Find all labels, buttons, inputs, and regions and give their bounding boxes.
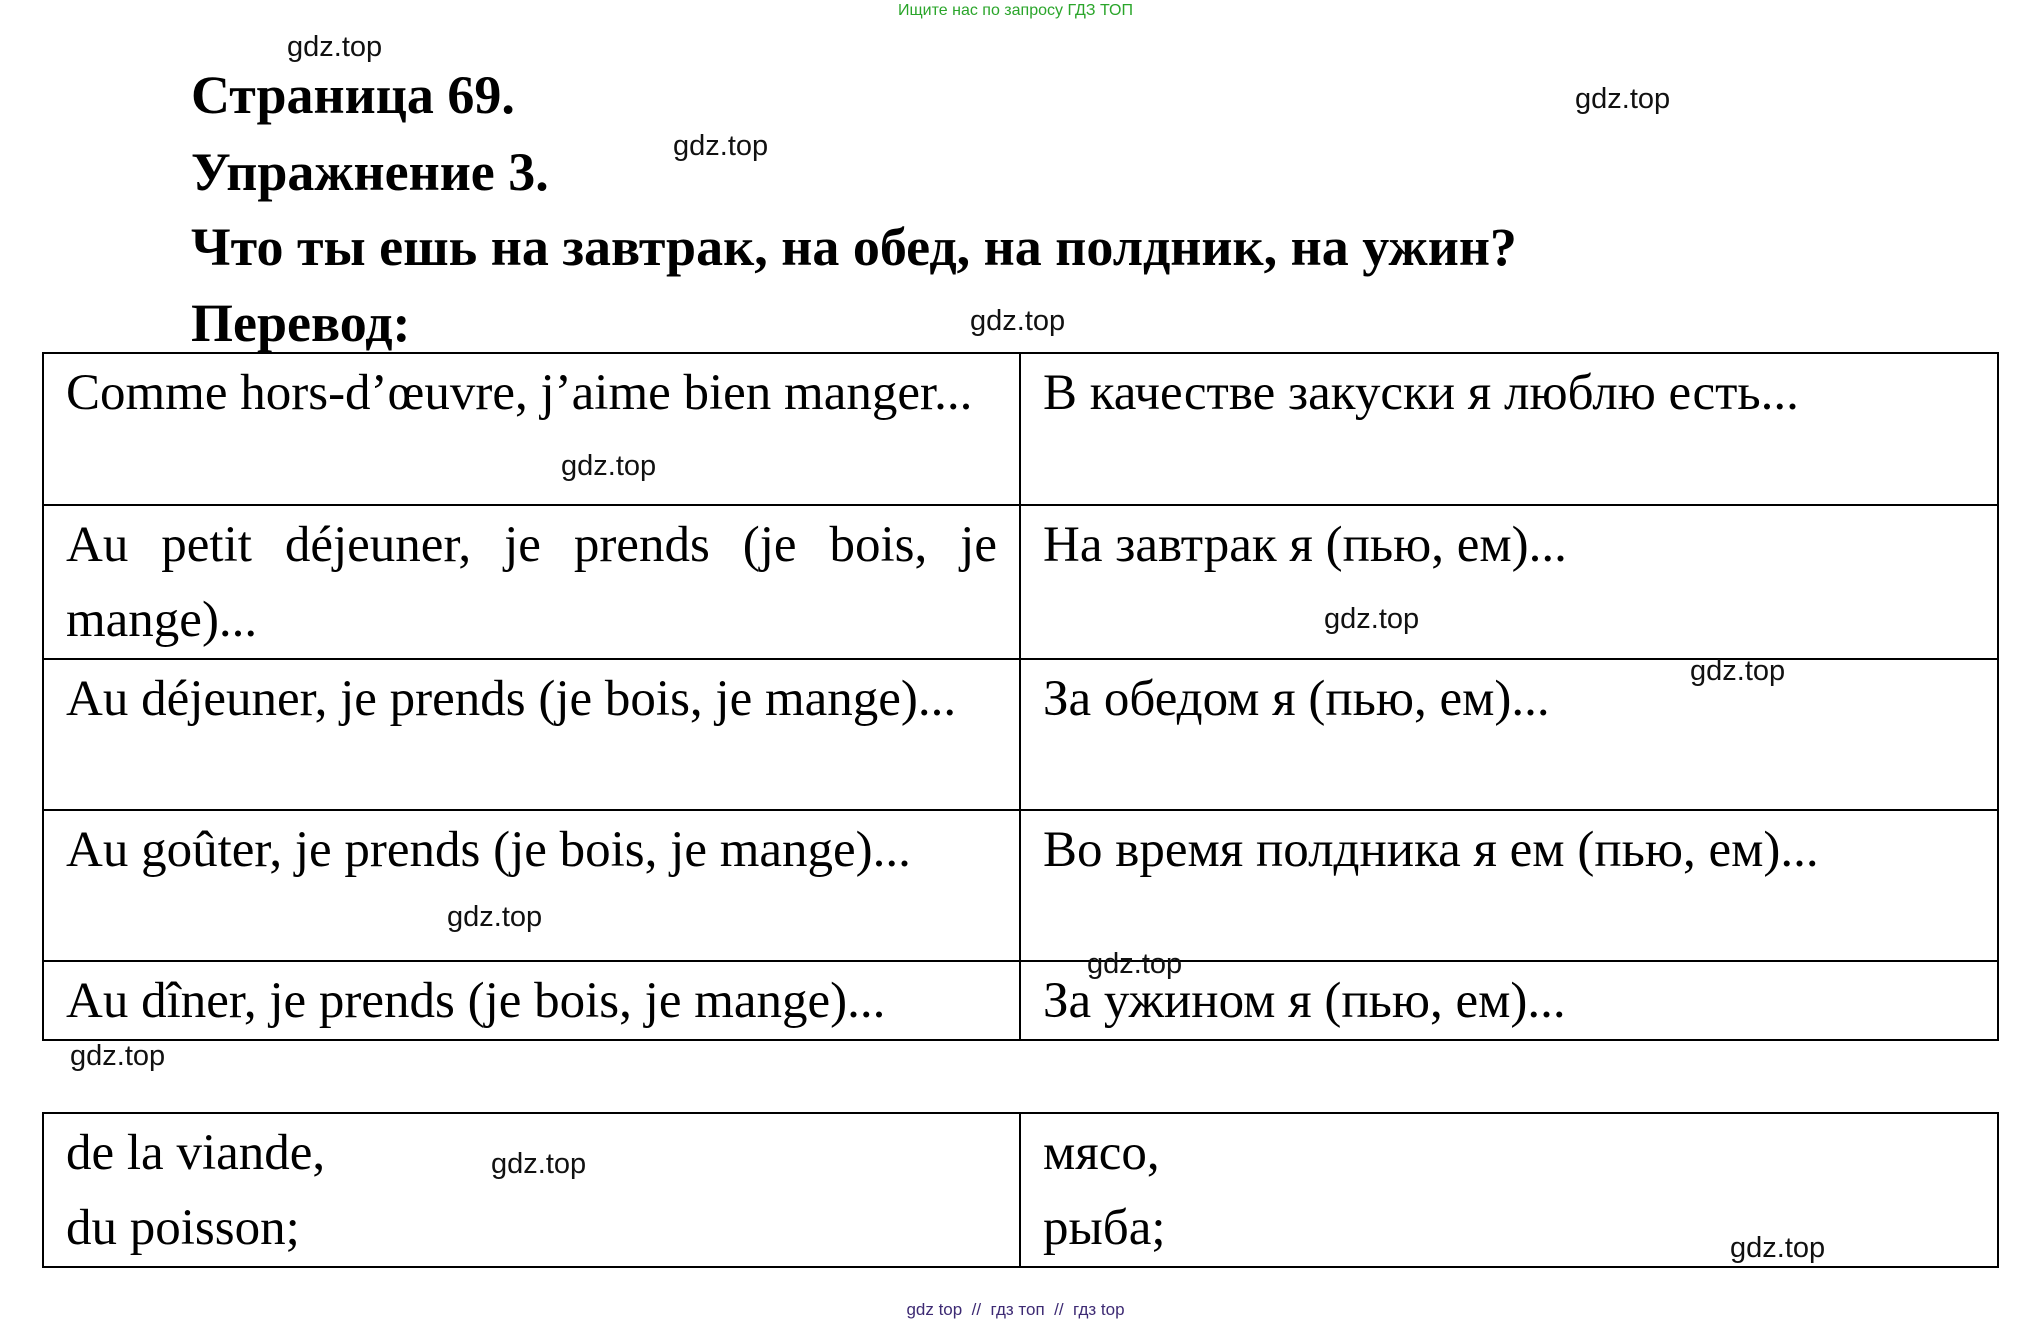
table-row [43, 810, 1998, 961]
french-word: de la viande, [66, 1125, 326, 1181]
russian-cell [1020, 1113, 1998, 1267]
french-cell: Au petit déjeuner, je prends (je bois, je mange)... [43, 505, 1020, 659]
russian-cell: Во время полдника я ем (пью, ем)... [1020, 810, 1998, 961]
watermark: gdz.top [287, 31, 383, 63]
french-word: du poisson; [66, 1200, 300, 1256]
french-cell: Au déjeuner, je prends (je bois, je mange)... [43, 659, 1020, 810]
russian-cell: За обедом я (пью, ем)... [1020, 659, 1998, 810]
russian-word: мясо, [1043, 1125, 1160, 1181]
search-banner: Ищите нас по запросу ГДЗ ТОП [898, 2, 1133, 19]
watermark: gdz.top [1087, 948, 1183, 980]
question-heading: Что ты ешь на завтрак, на обед, на полдник, на ужин? [191, 217, 1517, 277]
watermark: gdz.top [447, 901, 543, 933]
table-row [43, 961, 1998, 1040]
french-cell: Au goûter, je prends (je bois, je mange)... [43, 810, 1020, 961]
page-number-heading: Страница 69. [191, 65, 515, 125]
watermark: gdz.top [673, 130, 769, 162]
watermark: gdz.top [1690, 655, 1786, 687]
french-cell [43, 1113, 1020, 1267]
translation-table [42, 352, 1999, 1041]
russian-cell: За ужином я (пью, ем)... [1020, 961, 1998, 1040]
table-row [43, 1113, 1998, 1267]
watermark: gdz.top [561, 450, 657, 482]
french-cell: Comme hors-d’œuvre, j’aime bien manger... [43, 353, 1020, 505]
footer-watermark: gdz top // гдз топ // гдз top [906, 1300, 1125, 1319]
watermark: gdz.top [970, 305, 1066, 337]
french-cell: Au dîner, je prends (je bois, je mange)... [43, 961, 1020, 1040]
exercise-heading: Упражнение 3. [191, 142, 549, 202]
vocabulary-table [42, 1112, 1999, 1268]
russian-cell: В качестве закуски я люблю есть... [1020, 353, 1998, 505]
russian-word: рыба; [1043, 1200, 1166, 1256]
watermark: gdz.top [1575, 83, 1671, 115]
watermark: gdz.top [1324, 603, 1420, 635]
translation-label: Перевод: [191, 293, 411, 353]
russian-cell: На завтрак я (пью, ем)... [1020, 505, 1998, 659]
watermark: gdz.top [1730, 1232, 1826, 1264]
watermark: gdz.top [70, 1040, 166, 1072]
watermark: gdz.top [491, 1148, 587, 1180]
table-row [43, 353, 1998, 505]
table-row [43, 505, 1998, 659]
